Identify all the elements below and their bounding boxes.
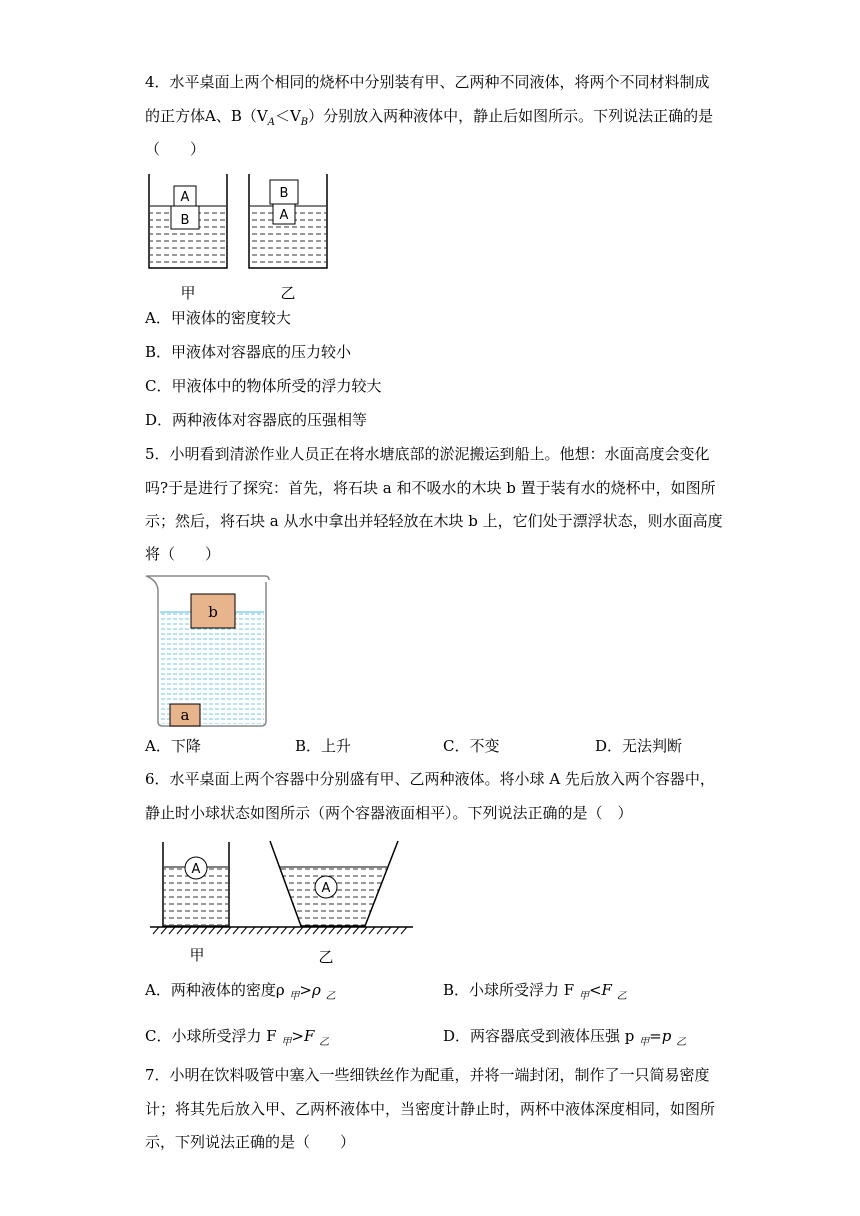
q5-block-b — [191, 594, 235, 628]
q6-option-d[interactable]: D．两容器底受到液体压强 p $_甲$=p $_乙$ — [443, 1027, 687, 1048]
q4-label-left: 甲 — [180, 284, 196, 302]
q4-line-3: （ ） — [145, 140, 206, 158]
q5-option-a[interactable]: A．下降 — [145, 737, 201, 755]
q4-block-a-left — [174, 186, 196, 206]
q5-option-c[interactable]: C．不变 — [443, 737, 500, 755]
q6-option-c[interactable]: C．小球所受浮力 F $_甲$>F $_乙$ — [145, 1027, 330, 1048]
q4-line-1: 4．水平桌面上两个相同的烧杯中分别装有甲、乙两种不同液体，将两个不同材料制成 — [145, 73, 710, 91]
q5-option-b[interactable]: B．上升 — [295, 737, 352, 755]
q4-block-a-right — [273, 204, 295, 224]
q4-option-c[interactable]: C．甲液体中的物体所受的浮力较大 — [145, 377, 382, 395]
svg-text:A: A — [191, 862, 201, 877]
q5-block-a — [170, 704, 200, 726]
q4-option-d[interactable]: D．两种液体对容器底的压强相等 — [145, 411, 368, 429]
q4-figure — [140, 168, 340, 303]
q6-ball-right — [315, 876, 337, 898]
svg-text:A: A — [180, 190, 190, 205]
q5-option-d[interactable]: D．无法判断 — [595, 737, 683, 755]
svg-text:B: B — [279, 186, 289, 201]
svg-text:B: B — [180, 213, 190, 228]
q5-line-4: 将（ ） — [145, 545, 221, 563]
svg-text:A: A — [321, 881, 331, 896]
q4-line-2: 的正方体A、$B(V_A<V_B)$分别放入两种液体中，静止后如图所示。下列说法正确的是 — [145, 107, 714, 128]
q4-option-b[interactable]: B．甲液体对容器底的压力较小 — [145, 343, 352, 361]
q6-line-2: 静止时小球状态如图所示（两个容器液面相平）。下列说法正确的是（ ） — [145, 804, 633, 822]
q6-line-1: 6．水平桌面上两个容器中分别盛有甲、乙两种液体。将小球 A 先后放入两个容器中， — [145, 770, 715, 788]
q4-block-b-right — [270, 180, 298, 204]
q5-line-2: 吗?于是进行了探究：首先，将石块 a 和不吸水的木块 b 置于装有水的烧杯中，如图所 — [145, 479, 716, 497]
q5-figure — [143, 572, 273, 732]
q7-line-1: 7．小明在饮料吸管中塞入一些细铁丝作为配重，并将一端封闭，制作了一只简易密度 — [145, 1066, 710, 1084]
svg-text:b: b — [208, 603, 218, 621]
q6-option-b[interactable]: B．小球所受浮力 F $_甲$<F $_乙$ — [443, 981, 627, 1002]
q6-figure — [145, 838, 420, 973]
q5-line-3: 示；然后，将石块 a 从水中拿出并轻轻放在木块 b 上，它们处于漂浮状态，则水面高度 — [145, 512, 723, 530]
q6-label-left: 甲 — [189, 946, 205, 964]
q4-label-right: 乙 — [280, 284, 296, 302]
q6-label-right: 乙 — [318, 948, 334, 966]
svg-text:a: a — [180, 706, 190, 724]
q4-block-b-left — [171, 206, 199, 229]
q5-line-1: 5．小明看到清淤作业人员正在将水塘底部的淤泥搬运到船上。他想：水面高度会变化 — [145, 445, 710, 463]
q6-ball-left — [185, 857, 207, 879]
q6-option-a[interactable]: A．两种液体的密度ρ $_甲$>ρ $_乙$ — [145, 981, 336, 1002]
q4-option-a[interactable]: A．甲液体的密度较大 — [145, 309, 291, 327]
svg-text:A: A — [279, 208, 289, 223]
q7-line-3: 示，下列说法正确的是（ ） — [145, 1133, 356, 1151]
q7-line-2: 计；将其先后放入甲、乙两杯液体中，当密度计静止时，两杯中液体深度相同，如图所 — [145, 1100, 716, 1118]
